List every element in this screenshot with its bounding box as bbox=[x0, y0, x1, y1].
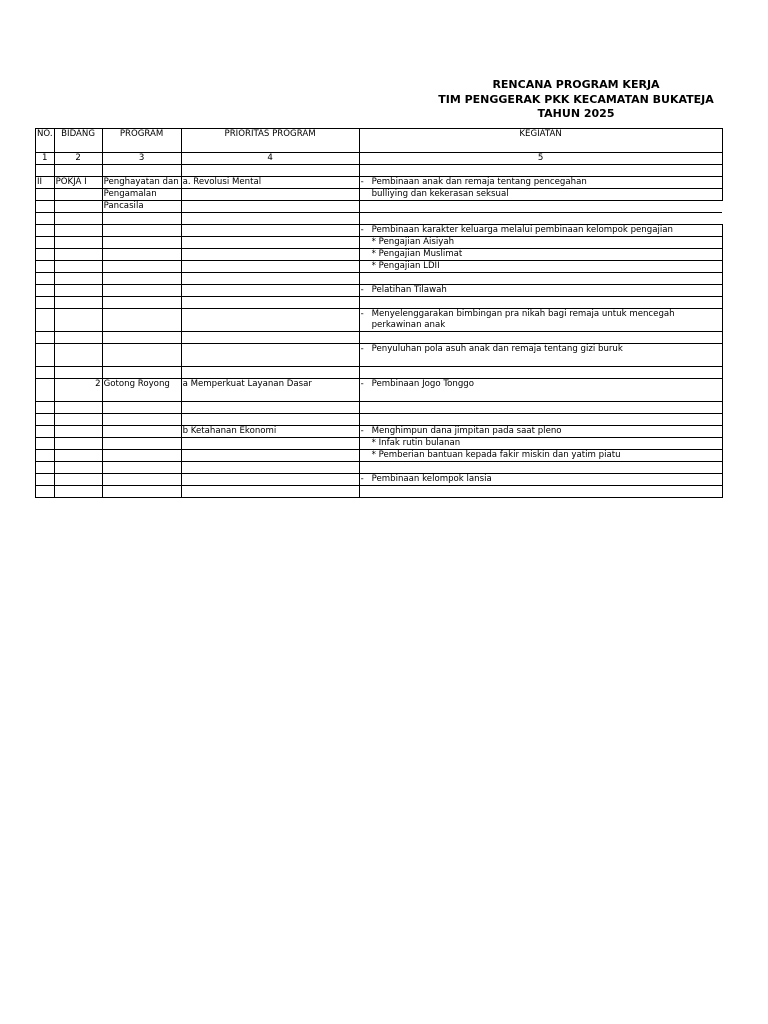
row-kegiatan-text: Pembinaan Jogo Tonggo bbox=[371, 379, 475, 389]
header-kegiatan: KEGIATAN bbox=[359, 129, 722, 153]
number-bidang: 2 bbox=[54, 153, 102, 165]
number-row bbox=[36, 153, 723, 165]
row-kegiatan-text: Pelatihan Tilawah bbox=[371, 285, 447, 295]
number-prioritas: 4 bbox=[181, 153, 359, 165]
row-kegiatan-text: Pembinaan karakter keluarga melalui pembinaan kelompok pengajian bbox=[371, 225, 673, 235]
row-kegiatan bbox=[359, 426, 722, 438]
row-dash: - bbox=[360, 225, 364, 235]
row-kegiatan bbox=[359, 285, 722, 297]
title-line-3: TAHUN 2025 bbox=[537, 107, 615, 120]
table-row bbox=[36, 237, 723, 249]
table-row bbox=[36, 438, 723, 450]
row-prioritas: a. Revolusi Mental bbox=[181, 177, 359, 189]
header-program: PROGRAM bbox=[102, 129, 181, 153]
number-program: 3 bbox=[102, 153, 181, 165]
row-kegiatan-text: Menyelenggarakan bimbingan pra nikah bagi remaja untuk mencegah bbox=[371, 309, 675, 319]
table-row bbox=[36, 201, 723, 213]
table-row bbox=[36, 213, 723, 225]
header-no: NO. bbox=[36, 129, 55, 153]
table-row bbox=[36, 273, 723, 285]
table-row bbox=[36, 297, 723, 309]
row-dash: - bbox=[360, 344, 364, 354]
table-row bbox=[36, 332, 723, 344]
row-kegiatan-text: Pembinaan kelompok lansia bbox=[371, 474, 492, 484]
row-kegiatan bbox=[359, 438, 722, 450]
row-dash: - bbox=[360, 309, 364, 319]
row-no: II bbox=[36, 177, 55, 189]
row-kegiatan-text: * Infak rutin bulanan bbox=[371, 438, 461, 448]
row-kegiatan bbox=[359, 309, 722, 332]
table-row bbox=[36, 426, 723, 438]
program-table bbox=[35, 128, 723, 498]
table-row bbox=[36, 486, 723, 498]
table-row bbox=[36, 225, 723, 237]
table-row bbox=[36, 462, 723, 474]
document-title bbox=[400, 78, 752, 122]
number-kegiatan: 5 bbox=[359, 153, 722, 165]
row-kegiatan-text: bulliying dan kekerasan seksual bbox=[371, 189, 509, 199]
row-program: Pancasila bbox=[102, 201, 181, 213]
title-line-1: RENCANA PROGRAM KERJA bbox=[492, 78, 660, 91]
row-kegiatan bbox=[359, 379, 722, 402]
row-kegiatan bbox=[359, 474, 722, 486]
row-program: Pengamalan bbox=[102, 189, 181, 201]
table-row bbox=[36, 402, 723, 414]
table-row bbox=[36, 309, 723, 332]
row-kegiatan-text: Pembinaan anak dan remaja tentang pencegahan bbox=[371, 177, 587, 187]
row-kegiatan-text: Menghimpun dana jimpitan pada saat pleno bbox=[371, 426, 562, 436]
table-row bbox=[36, 344, 723, 367]
header-bidang: BIDANG bbox=[54, 129, 102, 153]
row-kegiatan bbox=[359, 249, 722, 261]
row-dash: - bbox=[360, 285, 364, 295]
row-dash: - bbox=[360, 426, 364, 436]
row-prioritas: b Ketahanan Ekonomi bbox=[181, 426, 359, 438]
table-row bbox=[36, 189, 723, 201]
number-no: 1 bbox=[36, 153, 55, 165]
row-program: Gotong Royong bbox=[102, 379, 181, 402]
row-kegiatan-text: * Pengajian LDII bbox=[371, 261, 440, 271]
row-program: Penghayatan dan bbox=[102, 177, 181, 189]
row-bidang: POKJA I bbox=[54, 177, 102, 189]
row-kegiatan bbox=[359, 225, 722, 237]
row-kegiatan bbox=[359, 177, 722, 189]
table-row bbox=[36, 165, 723, 177]
table-row bbox=[36, 261, 723, 273]
row-dash: - bbox=[360, 379, 364, 389]
table-row bbox=[36, 414, 723, 426]
row-kegiatan-text-2: perkawinan anak bbox=[371, 320, 446, 330]
row-kegiatan bbox=[359, 450, 722, 462]
row-kegiatan bbox=[359, 189, 722, 201]
header-row bbox=[36, 129, 723, 153]
row-kegiatan bbox=[359, 344, 722, 367]
table-row bbox=[36, 474, 723, 486]
row-kegiatan-text: * Pemberian bantuan kepada fakir miskin dan yatim piatu bbox=[371, 450, 621, 460]
row-prioritas: a Memperkuat Layanan Dasar bbox=[181, 379, 359, 402]
table-row bbox=[36, 379, 723, 402]
row-kegiatan-text: * Pengajian Aisiyah bbox=[371, 237, 455, 247]
row-kegiatan bbox=[359, 237, 722, 249]
table-row bbox=[36, 177, 723, 189]
row-dash: - bbox=[360, 177, 364, 187]
row-dash: - bbox=[360, 474, 364, 484]
table-row bbox=[36, 450, 723, 462]
table-row bbox=[36, 367, 723, 379]
table-row bbox=[36, 285, 723, 297]
header-prioritas: PRIORITAS PROGRAM bbox=[181, 129, 359, 153]
row-kegiatan-text: Penyuluhan pola asuh anak dan remaja tentang gizi buruk bbox=[371, 344, 623, 354]
row-kegiatan-text: * Pengajian Muslimat bbox=[371, 249, 463, 259]
title-line-2: TIM PENGGERAK PKK KECAMATAN BUKATEJA bbox=[438, 92, 714, 106]
table-row bbox=[36, 249, 723, 261]
row-kegiatan bbox=[359, 261, 722, 273]
row-bidang: 2 bbox=[54, 379, 102, 402]
